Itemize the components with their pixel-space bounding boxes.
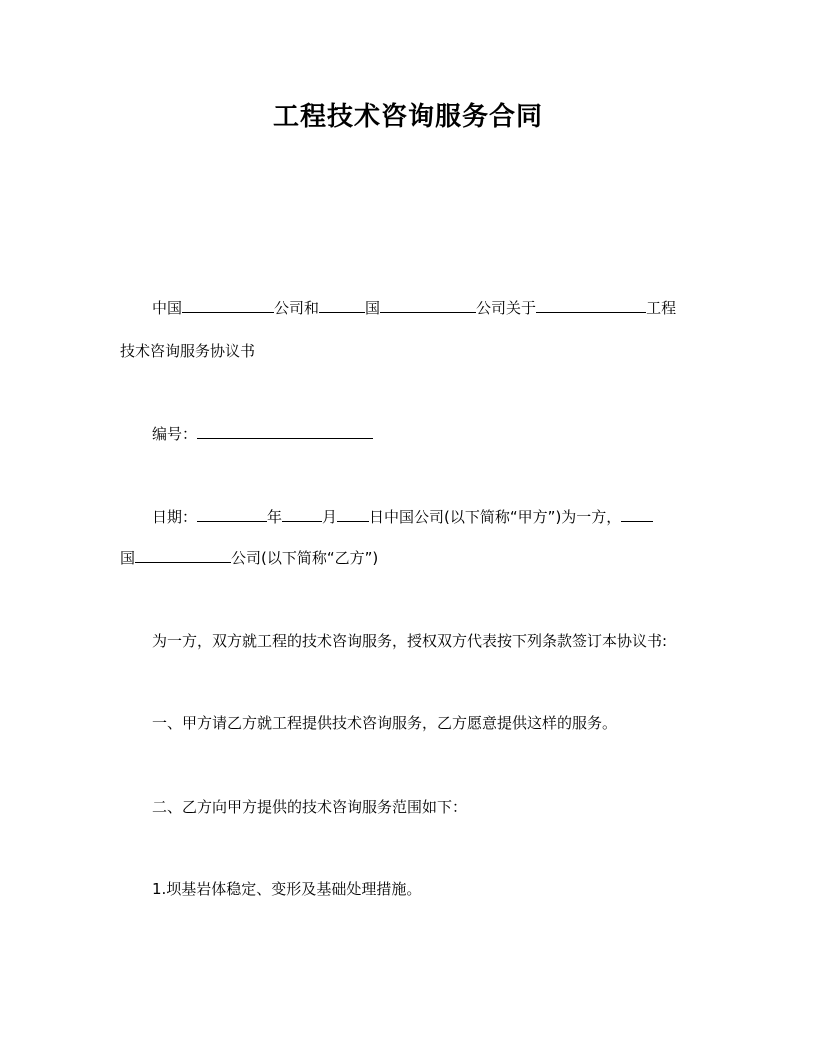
party-b-text: 公司(以下简称“乙方”) [231, 549, 379, 567]
clause-2-item-1: 1.坝基岩体稳定、变形及基础处理措施。 [152, 880, 422, 898]
party-b-country-blank[interactable] [621, 506, 653, 522]
intro-text-country: 国 [365, 299, 381, 317]
date-line-1 [152, 506, 653, 527]
contract-number-blank[interactable] [197, 423, 373, 439]
year-blank[interactable] [197, 506, 267, 522]
intro-text-china: 中国 [152, 299, 183, 317]
contract-number-line [152, 423, 373, 444]
party-b-country-label: 国 [120, 549, 136, 567]
day-blank[interactable] [337, 506, 369, 522]
party-b-company-blank[interactable] [135, 547, 231, 563]
month-blank[interactable] [282, 506, 322, 522]
month-label: 月 [322, 508, 338, 526]
document-title: 工程技术咨询服务合同 [272, 102, 543, 132]
agreement-paragraph: 为一方，双方就工程的技术咨询服务，授权双方代表按下列条款签订本协议书: [152, 632, 668, 650]
clause-2: 二、乙方向甲方提供的技术咨询服务范围如下： [152, 798, 468, 816]
intro-text-company-about: 公司关于 [476, 299, 537, 317]
company-b-blank[interactable] [380, 297, 476, 313]
contract-number-label: 编号： [152, 425, 198, 443]
year-label: 年 [267, 508, 283, 526]
date-label: 日期： [152, 508, 198, 526]
intro-text-company-and: 公司和 [274, 299, 320, 317]
intro-line-1 [152, 297, 676, 318]
intro-line-2: 技术咨询服务协议书 [120, 342, 256, 360]
company-a-blank[interactable] [182, 297, 274, 313]
clause-1: 一、甲方请乙方就工程提供技术咨询服务，乙方愿意提供这样的服务。 [152, 714, 618, 732]
date-line-2 [120, 547, 378, 568]
country-blank[interactable] [319, 297, 365, 313]
party-a-text: 日中国公司(以下简称“甲方”)为一方， [369, 508, 622, 526]
project-blank[interactable] [536, 297, 646, 313]
intro-text-project: 工程 [646, 299, 677, 317]
